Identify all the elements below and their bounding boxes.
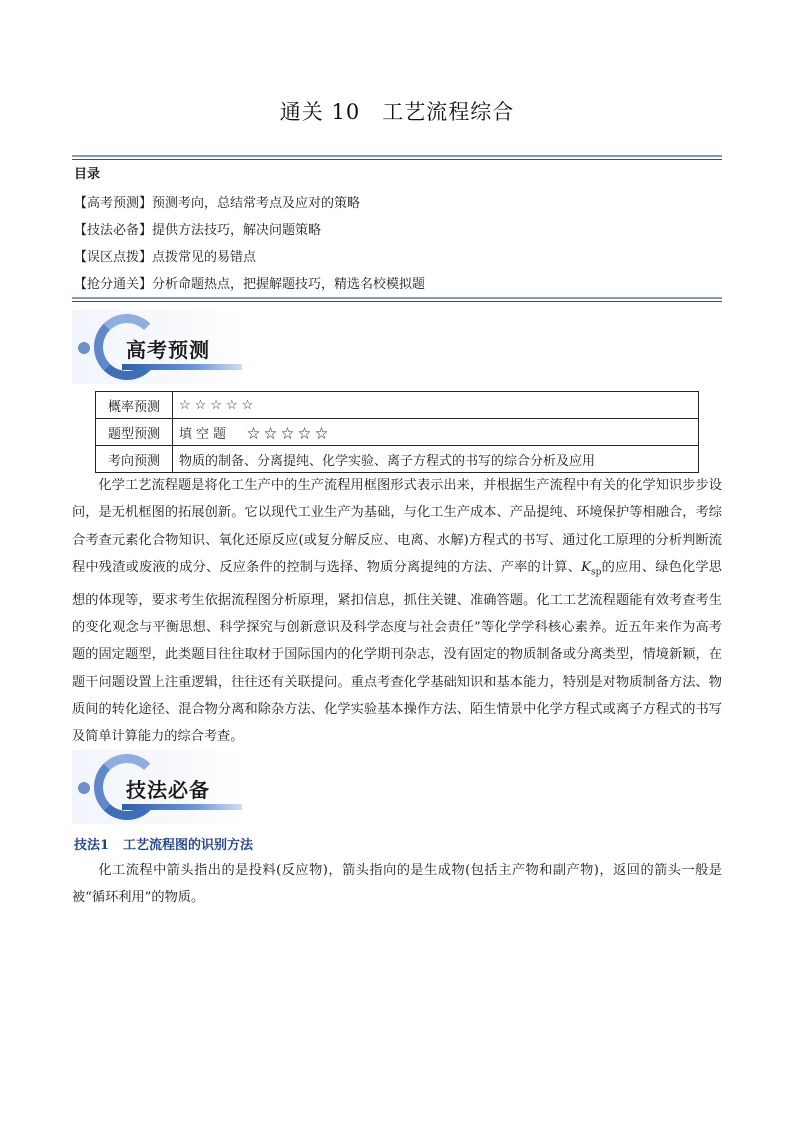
table-cell-label: 考向预测	[96, 446, 173, 473]
technique-title: 工艺流程图的识别方法	[123, 838, 254, 853]
toc-item	[74, 217, 724, 244]
section-banner-forecast	[72, 310, 252, 384]
document-title: 通关 10 工艺流程综合	[279, 100, 515, 124]
table-row	[96, 419, 699, 446]
toc-item-tag: 【技法必备】	[74, 223, 153, 238]
technique-label: 技法1	[74, 838, 110, 853]
forecast-table	[95, 391, 699, 473]
technique-heading	[74, 834, 253, 853]
toc-item	[74, 244, 724, 271]
toc-item-tag: 【误区点拨】	[74, 250, 153, 265]
section-banner-techniques	[72, 750, 252, 824]
table-cell-value: 物质的制备、分离提纯、化学实验、离子方程式的书写的综合分析及应用	[173, 446, 699, 473]
k-subscript: sp	[591, 567, 602, 578]
banner-title: 高考预测	[126, 338, 210, 362]
banner-dot-icon	[78, 342, 90, 354]
table-cell-label: 题型预测	[96, 419, 173, 446]
toc-item-desc: 提供方法技巧，解决问题策略	[152, 223, 322, 238]
k-symbol: K	[581, 559, 592, 575]
banner-underline	[122, 364, 242, 370]
banner-dot-icon	[78, 782, 90, 794]
toc-heading: 目录	[74, 167, 101, 182]
table-of-contents	[74, 164, 724, 298]
toc-item-desc: 预测考向，总结常考点及应对的策略	[152, 196, 361, 211]
table-cell-label: 概率预测	[96, 392, 173, 419]
banner-underline	[122, 804, 242, 810]
table-row	[96, 446, 699, 473]
toc-item-tag: 【高考预测】	[74, 196, 153, 211]
toc-item-desc: 点拨常见的易错点	[152, 250, 257, 265]
toc-item	[74, 271, 724, 298]
banner-title: 技法必备	[126, 778, 210, 802]
toc-item	[74, 190, 724, 217]
forecast-paragraph	[72, 472, 722, 751]
paragraph-text: 的应用、绿色化学思想的体现等，要求考生依据流程图分析原理，紧扣信息，抓住关键、准确答题。化工工艺流程题能有效考查考生的变化观念与平衡思想、科学探究与创新意识及科学态度与社会责任”等化学学科核心素养。近五年来作为高考题的固定题型，此类题目往往取材于国际国内的化学期刊杂志，没有固定的物质制备或分离类型，情境新颖，在题干问题设置上注重逻辑，往往还有关联提问。重点考查化学基础知识和基本能力，特别是对物质制备方法、物质间的转化途径、混合物分离和除杂方法、化学实验基本操作方法、陌生情景中化学方程式或离子方程式的书写及简单计算能力的综合考查。	[72, 559, 722, 745]
paragraph-text: 化学工艺流程题是将化工生产中的生产流程用框图形式表示出来，并根据生产流程中有关的化学知识步步设问，是无机框图的拓展创新。它以现代工业生产为基础，与化工生产成本、产品提纯、环境保护等相融合，考综合考查元素化合物知识、氧化还原反应(或复分解反应、电离、水解)方程式的书写、通过化工原理的分析判断流程中残渣或废液的成分、反应条件的控制与选择、物质分离提纯的方法、产率的计算、	[72, 478, 722, 575]
table-cell-value: ☆☆☆☆☆	[173, 392, 699, 419]
toc-item-tag: 【抢分通关】	[74, 277, 153, 292]
table-cell-value: 填空题 ☆☆☆☆☆	[173, 419, 699, 446]
technique-paragraph: 化工流程中箭头指出的是投料(反应物)，箭头指向的是生成物(包括主产物和副产物)，返回的箭头一般是被“循环利用”的物质。	[72, 863, 722, 906]
title-divider	[72, 155, 722, 157]
toc-divider	[72, 297, 722, 299]
toc-item-desc: 分析命题热点，把握解题技巧，精选名校模拟题	[152, 277, 426, 292]
table-row	[96, 392, 699, 419]
